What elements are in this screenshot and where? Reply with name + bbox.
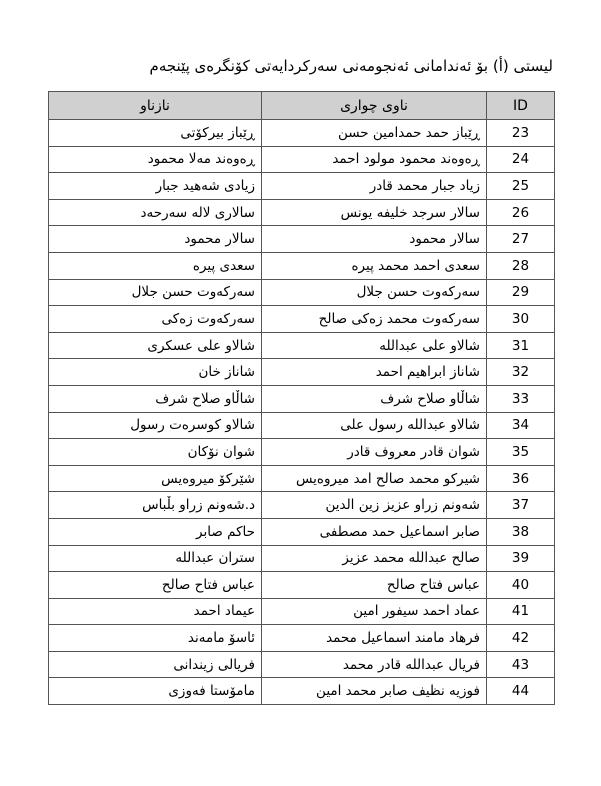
member-nickname: فریالی زیندانی: [49, 651, 262, 678]
member-id: 44: [487, 678, 555, 705]
member-id: 23: [487, 120, 555, 147]
member-nickname: عباس فتاح صالح: [49, 572, 262, 599]
member-full-name: شەونم زراو عزیز زین الدین: [262, 492, 487, 519]
member-nickname: مامۆستا فەوزی: [49, 678, 262, 705]
member-id: 30: [487, 306, 555, 333]
member-full-name: شاناز ابراهیم احمد: [262, 359, 487, 386]
member-full-name: سەرکەوت حسن جلال: [262, 279, 487, 306]
member-full-name: عماد احمد سیفور امین: [262, 598, 487, 625]
table-row: [49, 385, 555, 412]
member-nickname: سەرکەوت حسن جلال: [49, 279, 262, 306]
member-full-name: زیاد جبار محمد قادر: [262, 173, 487, 200]
member-full-name: سعدی احمد محمد پیرە: [262, 252, 487, 279]
table-row: [49, 252, 555, 279]
member-nickname: شاڵاو صلاح شرف: [49, 385, 262, 412]
member-nickname: حاکم صابر: [49, 518, 262, 545]
member-full-name: سالار سرجد خلیفە یونس: [262, 199, 487, 226]
member-full-name: عباس فتاح صالح: [262, 572, 487, 599]
member-nickname: ڕەوەند مەلا محمود: [49, 146, 262, 173]
member-full-name: فرهاد مامند اسماعیل محمد: [262, 625, 487, 652]
member-nickname: شالاو کوسرەت رسول: [49, 412, 262, 439]
member-id: 35: [487, 439, 555, 466]
member-id: 25: [487, 173, 555, 200]
table-row: [49, 625, 555, 652]
table-body: [49, 120, 555, 705]
table-row: [49, 120, 555, 147]
table-row: [49, 545, 555, 572]
table-row: [49, 359, 555, 386]
table-row: [49, 439, 555, 466]
member-nickname: شێرکۆ میروەیس: [49, 465, 262, 492]
member-id: 29: [487, 279, 555, 306]
member-full-name: صابر اسماعیل حمد مصطفی: [262, 518, 487, 545]
member-id: 34: [487, 412, 555, 439]
member-full-name: شاڵاو صلاح شرف: [262, 385, 487, 412]
member-full-name: فوزیە نظیف صابر محمد امین: [262, 678, 487, 705]
member-full-name: شوان قادر معروف قادر: [262, 439, 487, 466]
members-table: [48, 91, 555, 705]
member-full-name: شالاو علی عبداللە: [262, 332, 487, 359]
column-header-id: ID: [487, 92, 555, 120]
member-id: 43: [487, 651, 555, 678]
member-nickname: ئاسۆ مامەند: [49, 625, 262, 652]
member-id: 36: [487, 465, 555, 492]
member-id: 28: [487, 252, 555, 279]
member-full-name: سالار محمود: [262, 226, 487, 253]
member-nickname: سالار محمود: [49, 226, 262, 253]
member-id: 32: [487, 359, 555, 386]
table-row: [49, 465, 555, 492]
member-id: 33: [487, 385, 555, 412]
member-id: 42: [487, 625, 555, 652]
member-nickname: شاناز خان: [49, 359, 262, 386]
member-nickname: سەرکەوت زەکی: [49, 306, 262, 333]
member-full-name: شالاو عبداللە رسول علی: [262, 412, 487, 439]
member-nickname: ڕێباز بیرکۆتی: [49, 120, 262, 147]
page-title: لیستی (أ) بۆ ئەندامانی ئەنجومەنی سەرکردایەتی کۆنگرەی پێنجەم: [149, 57, 553, 75]
member-nickname: عیماد احمد: [49, 598, 262, 625]
member-nickname: زیادی شەهید جبار: [49, 173, 262, 200]
table-row: [49, 226, 555, 253]
table-row: [49, 518, 555, 545]
table-row: [49, 279, 555, 306]
member-nickname: د.شەونم زراو بڵباس: [49, 492, 262, 519]
table-row: [49, 492, 555, 519]
member-full-name: شیرکو محمد صالح امد میروەیس: [262, 465, 487, 492]
member-full-name: ڕەوەند محمود مولود احمد: [262, 146, 487, 173]
column-header-nickname: نازناو: [49, 92, 262, 120]
table-row: [49, 572, 555, 599]
member-id: 26: [487, 199, 555, 226]
table-row: [49, 598, 555, 625]
column-header-full-name: ناوی چواری: [262, 92, 487, 120]
member-id: 24: [487, 146, 555, 173]
member-id: 37: [487, 492, 555, 519]
table-row: [49, 332, 555, 359]
member-full-name: ڕێباز حمد حمدامین حسن: [262, 120, 487, 147]
member-full-name: صالح عبداللە محمد عزیز: [262, 545, 487, 572]
member-id: 40: [487, 572, 555, 599]
member-nickname: شالاو علی عسکری: [49, 332, 262, 359]
member-id: 27: [487, 226, 555, 253]
member-nickname: ستران عبداللە: [49, 545, 262, 572]
member-full-name: فریال عبداللە قادر محمد: [262, 651, 487, 678]
table-row: [49, 651, 555, 678]
member-id: 38: [487, 518, 555, 545]
table-row: [49, 306, 555, 333]
table-row: [49, 678, 555, 705]
table-row: [49, 199, 555, 226]
table-row: [49, 412, 555, 439]
table-row: [49, 146, 555, 173]
member-id: 41: [487, 598, 555, 625]
member-nickname: سعدی پیرە: [49, 252, 262, 279]
member-nickname: شوان نۆکان: [49, 439, 262, 466]
member-nickname: سالاری لالە سەرحەد: [49, 199, 262, 226]
table-header-row: [49, 92, 555, 120]
table-row: [49, 173, 555, 200]
member-id: 31: [487, 332, 555, 359]
member-id: 39: [487, 545, 555, 572]
member-full-name: سەرکەوت محمد زەکی صالح: [262, 306, 487, 333]
